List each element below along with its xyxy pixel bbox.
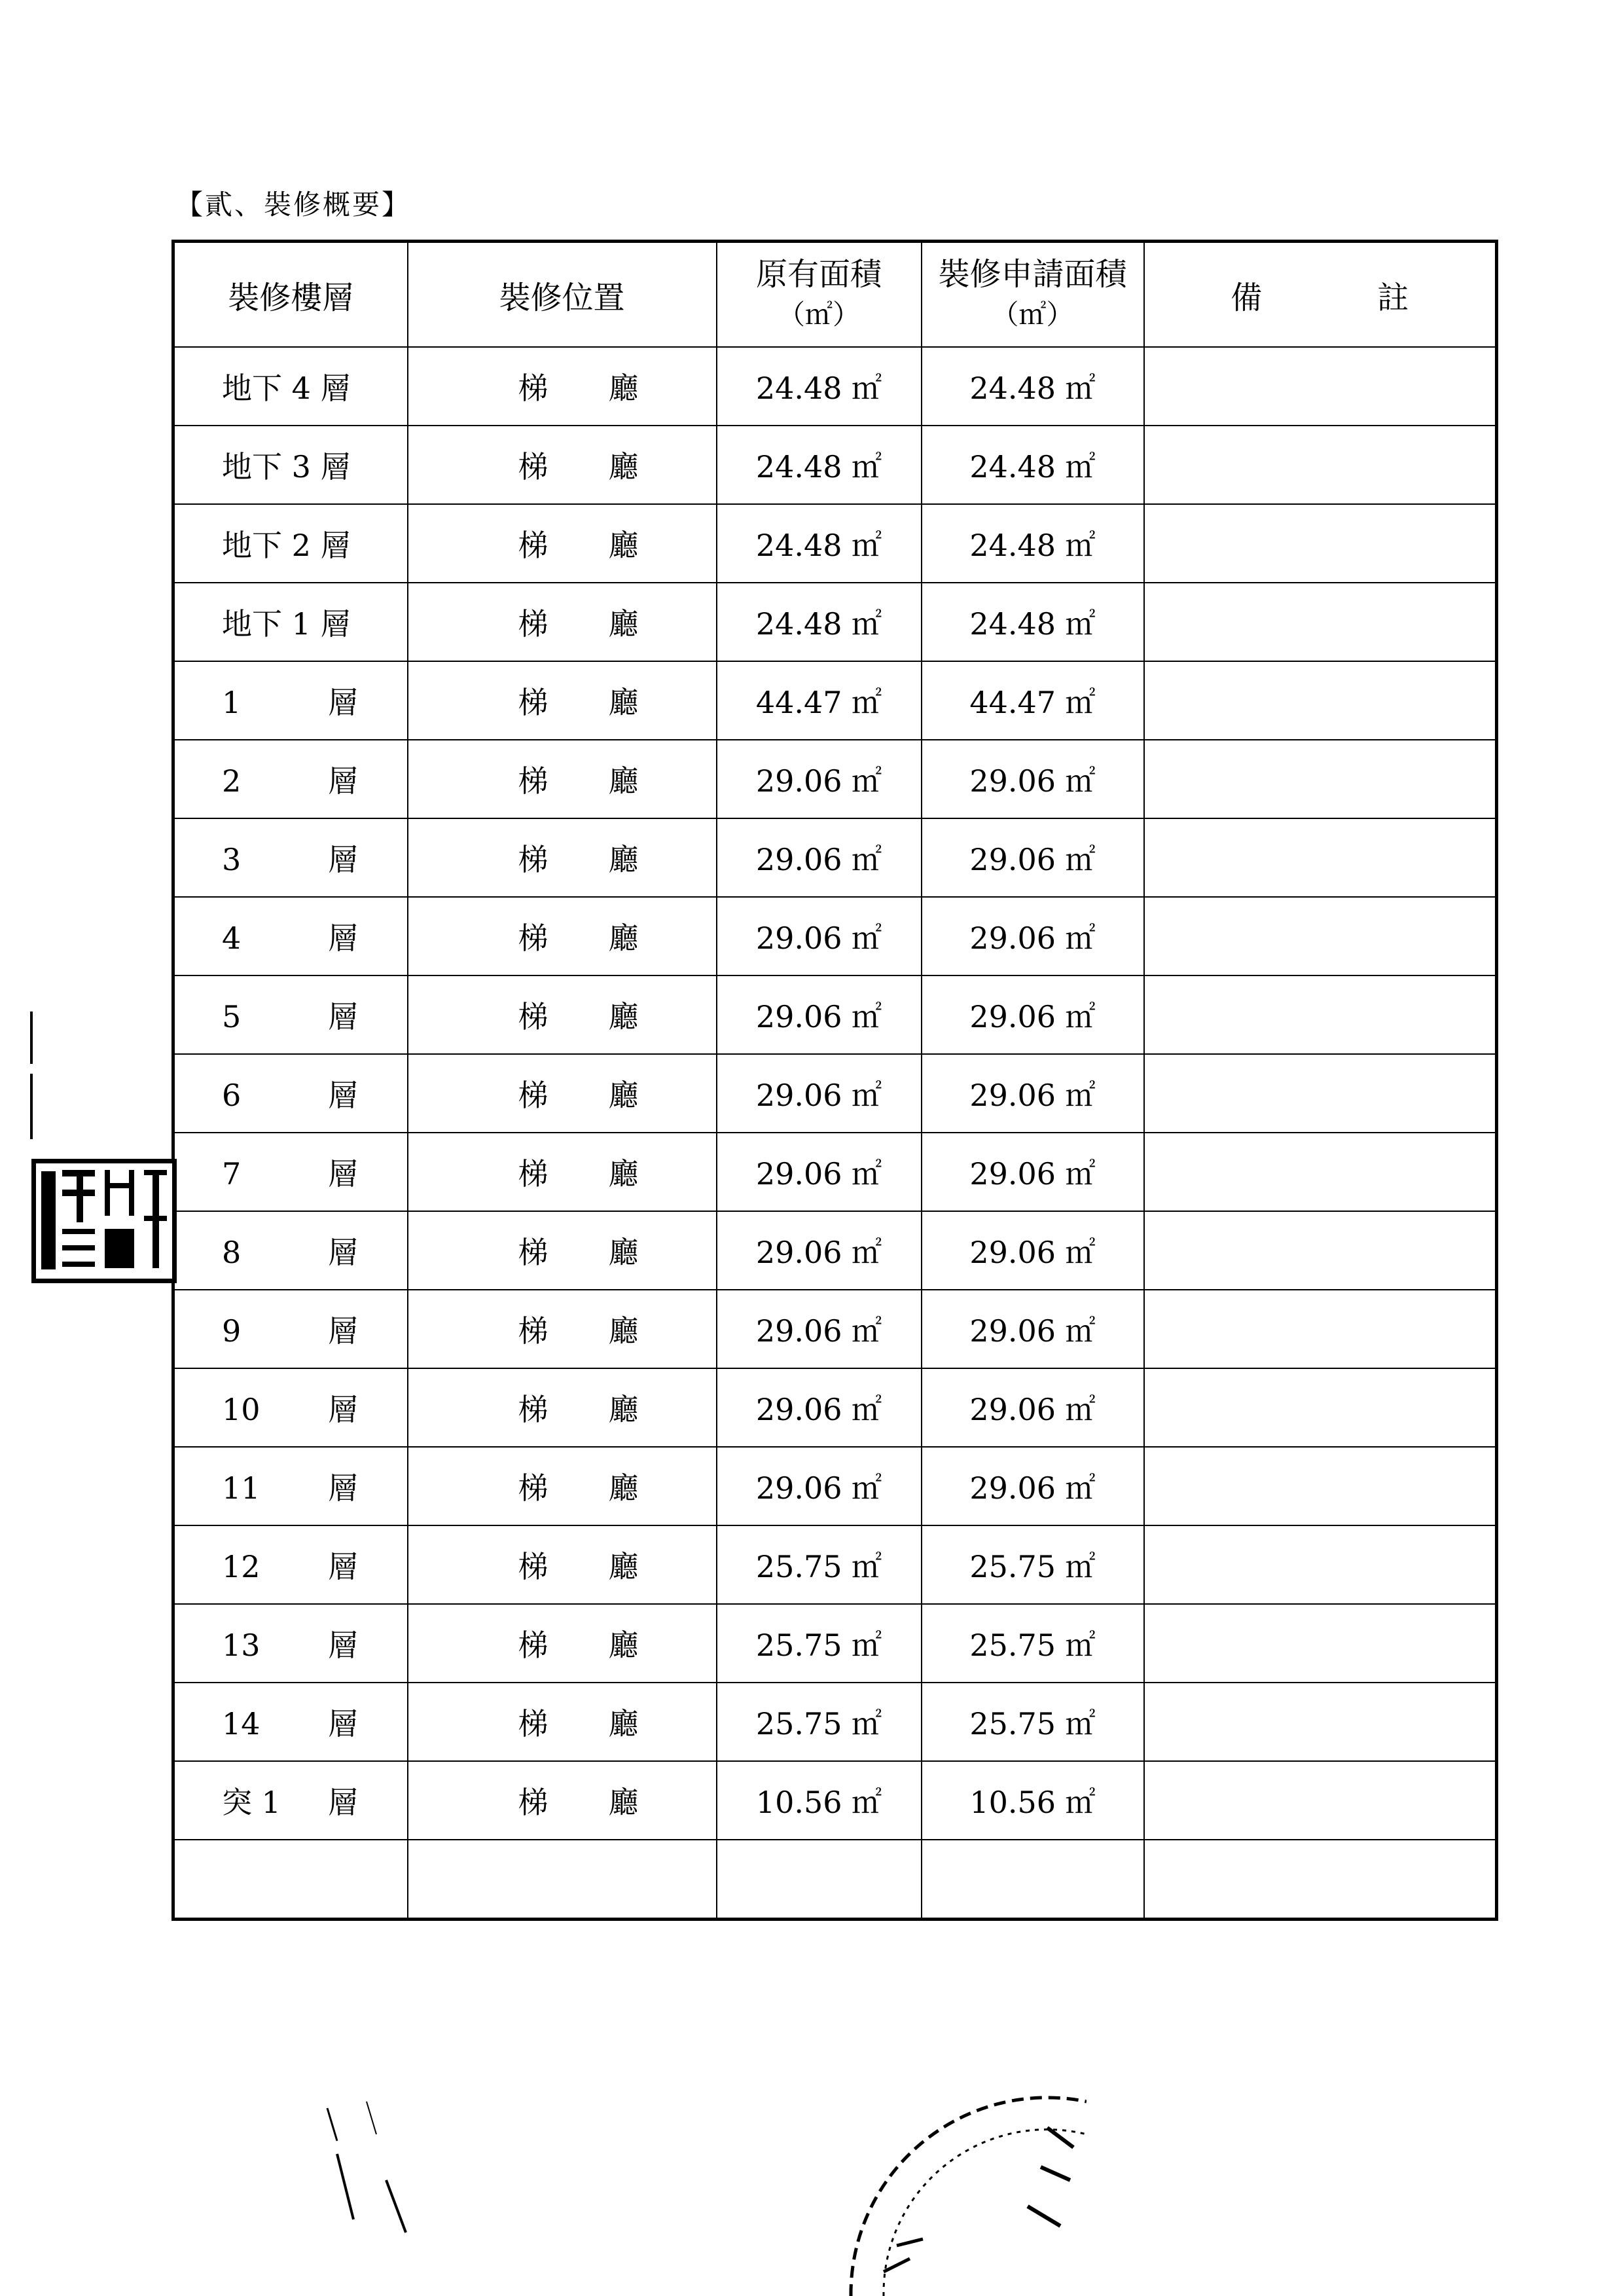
floor-unit: 層: [328, 1706, 358, 1741]
table-row: [173, 1604, 1497, 1683]
table-row: [173, 975, 1497, 1054]
location-char: 廳: [608, 1470, 639, 1506]
location-char: 廳: [608, 920, 639, 956]
location-char: 梯: [518, 449, 548, 484]
table-row: [173, 1525, 1497, 1604]
remark-cell: [1144, 347, 1497, 426]
floor-cell: [173, 347, 408, 426]
apply-area-cell: 10.56 ㎡: [922, 1761, 1144, 1840]
location-cell: [408, 1054, 717, 1133]
location-char: 廳: [608, 606, 639, 642]
seal-stamp: [31, 1159, 177, 1283]
orig-area-cell: 29.06 ㎡: [717, 1054, 922, 1133]
table-row: [173, 1211, 1497, 1290]
remark-cell: [1144, 740, 1497, 818]
floor-number: 突 1: [222, 1785, 281, 1820]
floor-label: 地下 4 層: [222, 371, 351, 406]
floor-cell: [173, 1211, 408, 1290]
floor-unit: 層: [328, 1628, 358, 1663]
orig-area-cell: 24.48 ㎡: [717, 426, 922, 504]
floor-number: 6: [222, 1078, 242, 1113]
apply-area-cell: 29.06 ㎡: [922, 1368, 1144, 1447]
remark-cell: [1144, 504, 1497, 583]
floor-cell: [173, 1840, 408, 1920]
location-cell: [408, 975, 717, 1054]
floor-label: 地下 1 層: [222, 606, 351, 642]
location-char: 廳: [608, 685, 639, 720]
pen-marks: [314, 2082, 445, 2239]
renovation-summary-table: [171, 240, 1498, 1921]
apply-area-cell: 25.75 ㎡: [922, 1683, 1144, 1761]
location-char: 廳: [608, 1706, 639, 1741]
location-cell: [408, 583, 717, 661]
orig-area-cell: [717, 1840, 922, 1920]
header-row: [173, 242, 1497, 348]
remark-cell: [1144, 426, 1497, 504]
apply-area-cell: 24.48 ㎡: [922, 426, 1144, 504]
location-cell: [408, 1368, 717, 1447]
orig-area-cell: 44.47 ㎡: [717, 661, 922, 740]
location-char: 廳: [608, 1313, 639, 1349]
floor-cell: [173, 1525, 408, 1604]
floor-number: 11: [222, 1470, 261, 1506]
orig-area-cell: 29.06 ㎡: [717, 897, 922, 975]
floor-number: 14: [222, 1706, 261, 1741]
location-char: 梯: [518, 1313, 548, 1349]
table-row: [173, 1840, 1497, 1920]
location-char: 梯: [518, 1235, 548, 1270]
floor-unit: 層: [328, 1392, 358, 1427]
orig-area-cell: 24.48 ㎡: [717, 583, 922, 661]
floor-cell: [173, 1604, 408, 1683]
remark-cell: [1144, 1840, 1497, 1920]
floor-cell: [173, 583, 408, 661]
location-cell: [408, 1211, 717, 1290]
floor-unit: 層: [328, 842, 358, 877]
location-char: 廳: [608, 1785, 639, 1820]
apply-area-cell: 29.06 ㎡: [922, 1211, 1144, 1290]
location-char: 廳: [608, 1392, 639, 1427]
floor-number: 5: [222, 999, 242, 1034]
header-apply-area: [922, 242, 1144, 348]
orig-area-cell: 24.48 ㎡: [717, 504, 922, 583]
remark-cell: [1144, 818, 1497, 897]
header-apply-area-unit: （㎡）: [991, 299, 1074, 331]
location-cell: [408, 818, 717, 897]
floor-unit: 層: [328, 999, 358, 1034]
location-char: 梯: [518, 1549, 548, 1584]
location-char: 梯: [518, 371, 548, 406]
remark-cell: [1144, 1683, 1497, 1761]
remark-cell: [1144, 1368, 1497, 1447]
location-char: 梯: [518, 1392, 548, 1427]
floor-cell: [173, 740, 408, 818]
header-remark-char-2: 註: [1377, 279, 1409, 316]
floor-cell: [173, 1368, 408, 1447]
location-char: 廳: [608, 528, 639, 563]
location-char: 廳: [608, 842, 639, 877]
location-cell: [408, 504, 717, 583]
remark-cell: [1144, 1525, 1497, 1604]
location-cell: [408, 426, 717, 504]
location-cell: [408, 1604, 717, 1683]
floor-cell: [173, 897, 408, 975]
floor-unit: 層: [328, 1549, 358, 1584]
header-remark: [1144, 242, 1497, 348]
location-cell: [408, 661, 717, 740]
table-row: [173, 426, 1497, 504]
orig-area-cell: 25.75 ㎡: [717, 1525, 922, 1604]
floor-unit: 層: [328, 1785, 358, 1820]
location-char: 梯: [518, 528, 548, 563]
location-char: 梯: [518, 999, 548, 1034]
apply-area-cell: 29.06 ㎡: [922, 1290, 1144, 1368]
apply-area-cell: 29.06 ㎡: [922, 818, 1144, 897]
apply-area-cell: 25.75 ㎡: [922, 1604, 1144, 1683]
orig-area-cell: 25.75 ㎡: [717, 1683, 922, 1761]
remark-cell: [1144, 1290, 1497, 1368]
location-char: 廳: [608, 763, 639, 799]
floor-unit: 層: [328, 1156, 358, 1192]
remark-cell: [1144, 897, 1497, 975]
apply-area-cell: 29.06 ㎡: [922, 740, 1144, 818]
location-cell: [408, 1290, 717, 1368]
location-char: 廳: [608, 1235, 639, 1270]
location-char: 廳: [608, 371, 639, 406]
remark-cell: [1144, 1447, 1497, 1525]
header-orig-area-label: 原有面積: [755, 256, 882, 293]
floor-unit: 層: [328, 1235, 358, 1270]
remark-cell: [1144, 1761, 1497, 1840]
apply-area-cell: 29.06 ㎡: [922, 1447, 1144, 1525]
floor-cell: [173, 1683, 408, 1761]
remark-cell: [1144, 1054, 1497, 1133]
header-floor: 裝修樓層: [173, 242, 408, 348]
location-cell: [408, 1761, 717, 1840]
location-char: 梯: [518, 1628, 548, 1663]
table-row: [173, 1683, 1497, 1761]
location-char: 廳: [608, 1628, 639, 1663]
apply-area-cell: 29.06 ㎡: [922, 975, 1144, 1054]
remark-cell: [1144, 661, 1497, 740]
table-row: [173, 1761, 1497, 1840]
table-row: [173, 583, 1497, 661]
apply-area-cell: [922, 1840, 1144, 1920]
location-cell: [408, 1133, 717, 1211]
floor-label: 地下 3 層: [222, 449, 351, 484]
table-row: [173, 504, 1497, 583]
header-location: 裝修位置: [408, 242, 717, 348]
floor-cell: [173, 975, 408, 1054]
location-cell: [408, 740, 717, 818]
location-cell: [408, 1840, 717, 1920]
floor-number: 12: [222, 1549, 261, 1584]
floor-unit: 層: [328, 763, 358, 799]
remark-cell: [1144, 1604, 1497, 1683]
floor-number: 8: [222, 1235, 242, 1270]
floor-cell: [173, 1447, 408, 1525]
location-cell: [408, 1525, 717, 1604]
location-char: 廳: [608, 999, 639, 1034]
floor-number: 9: [222, 1313, 242, 1349]
floor-cell: [173, 661, 408, 740]
floor-unit: 層: [328, 1470, 358, 1506]
floor-number: 2: [222, 763, 242, 799]
location-char: 廳: [608, 1549, 639, 1584]
orig-area-cell: 29.06 ㎡: [717, 818, 922, 897]
floor-cell: [173, 426, 408, 504]
table-body: [173, 347, 1497, 1920]
location-char: 梯: [518, 1470, 548, 1506]
apply-area-cell: 29.06 ㎡: [922, 1054, 1144, 1133]
location-char: 梯: [518, 1156, 548, 1192]
floor-cell: [173, 1133, 408, 1211]
location-char: 廳: [608, 449, 639, 484]
floor-number: 1: [222, 685, 242, 720]
location-char: 梯: [518, 1078, 548, 1113]
floor-number: 7: [222, 1156, 242, 1192]
apply-area-cell: 24.48 ㎡: [922, 347, 1144, 426]
section-title: 【貳、裝修概要】: [175, 189, 412, 221]
orig-area-cell: 29.06 ㎡: [717, 1211, 922, 1290]
location-char: 梯: [518, 763, 548, 799]
table-header: [173, 242, 1497, 348]
orig-area-cell: 25.75 ㎡: [717, 1604, 922, 1683]
location-cell: [408, 1683, 717, 1761]
orig-area-cell: 29.06 ㎡: [717, 975, 922, 1054]
floor-cell: [173, 504, 408, 583]
apply-area-cell: 29.06 ㎡: [922, 897, 1144, 975]
orig-area-cell: 29.06 ㎡: [717, 1447, 922, 1525]
location-cell: [408, 1447, 717, 1525]
apply-area-cell: 24.48 ㎡: [922, 504, 1144, 583]
floor-unit: 層: [328, 1078, 358, 1113]
location-char: 梯: [518, 1706, 548, 1741]
floor-unit: 層: [328, 1313, 358, 1349]
orig-area-cell: 24.48 ㎡: [717, 347, 922, 426]
location-char: 梯: [518, 842, 548, 877]
remark-cell: [1144, 1211, 1497, 1290]
apply-area-cell: 24.48 ㎡: [922, 583, 1144, 661]
location-char: 梯: [518, 685, 548, 720]
location-char: 廳: [608, 1078, 639, 1113]
header-apply-area-label: 裝修申請面積: [938, 256, 1127, 293]
floor-number: 3: [222, 842, 242, 877]
orig-area-cell: 29.06 ㎡: [717, 1368, 922, 1447]
floor-number: 4: [222, 920, 242, 956]
floor-cell: [173, 818, 408, 897]
floor-number: 13: [222, 1628, 261, 1663]
location-char: 梯: [518, 606, 548, 642]
floor-unit: 層: [328, 920, 358, 956]
remark-cell: [1144, 975, 1497, 1054]
apply-area-cell: 25.75 ㎡: [922, 1525, 1144, 1604]
table-row: [173, 661, 1497, 740]
header-orig-area-unit: （㎡）: [777, 299, 860, 331]
location-cell: [408, 897, 717, 975]
floor-cell: [173, 1054, 408, 1133]
floor-cell: [173, 1761, 408, 1840]
floor-label: 地下 2 層: [222, 528, 351, 563]
orig-area-cell: 10.56 ㎡: [717, 1761, 922, 1840]
table-row: [173, 897, 1497, 975]
apply-area-cell: 29.06 ㎡: [922, 1133, 1144, 1211]
remark-cell: [1144, 583, 1497, 661]
table-row: [173, 818, 1497, 897]
floor-number: 10: [222, 1392, 261, 1427]
remark-cell: [1144, 1133, 1497, 1211]
table-row: [173, 1368, 1497, 1447]
header-remark-char-1: 備: [1231, 279, 1263, 316]
table-row: [173, 1447, 1497, 1525]
table-row: [173, 740, 1497, 818]
location-cell: [408, 347, 717, 426]
orig-area-cell: 29.06 ㎡: [717, 1290, 922, 1368]
apply-area-cell: 44.47 ㎡: [922, 661, 1144, 740]
floor-unit: 層: [328, 685, 358, 720]
orig-area-cell: 29.06 ㎡: [717, 740, 922, 818]
header-orig-area: [717, 242, 922, 348]
edge-mark: [30, 1074, 33, 1139]
table-row: [173, 347, 1497, 426]
round-stamp: [812, 2075, 1087, 2296]
edge-mark: [30, 1011, 33, 1064]
location-char: 梯: [518, 920, 548, 956]
floor-cell: [173, 1290, 408, 1368]
location-char: 廳: [608, 1156, 639, 1192]
table-row: [173, 1054, 1497, 1133]
table-row: [173, 1133, 1497, 1211]
orig-area-cell: 29.06 ㎡: [717, 1133, 922, 1211]
table-row: [173, 1290, 1497, 1368]
location-char: 梯: [518, 1785, 548, 1820]
